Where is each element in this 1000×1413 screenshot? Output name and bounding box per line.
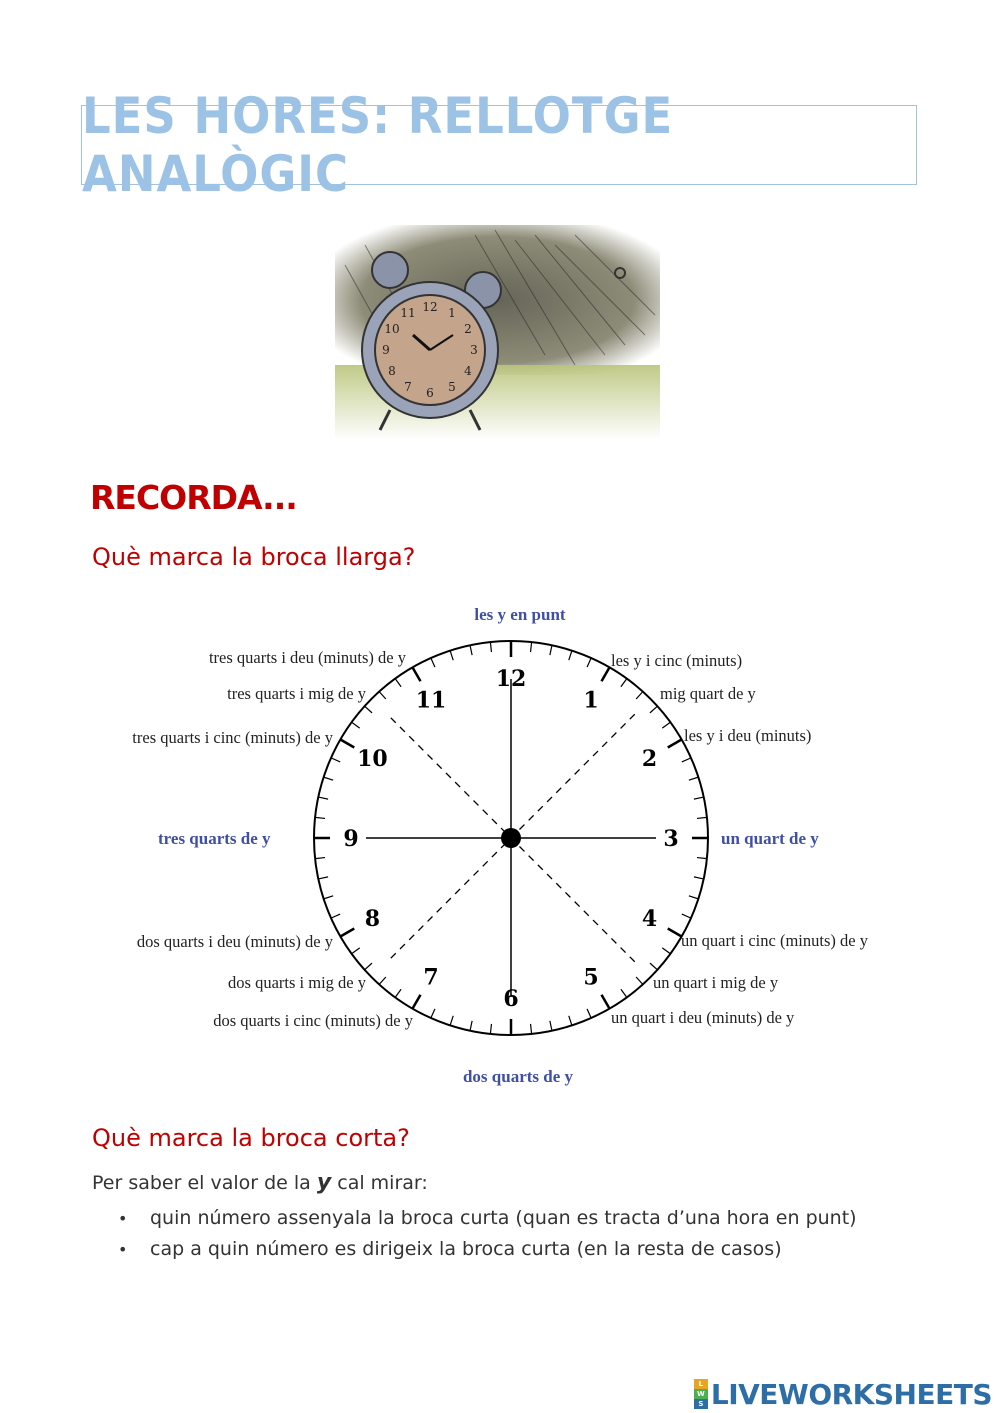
page-title: LES HORES: RELLOTGE ANALÒGIC [82,87,674,203]
svg-text:6: 6 [426,386,434,400]
label-left-2: tres quarts i cinc (minuts) de y [132,728,333,747]
svg-text:5: 5 [448,380,456,394]
label-left: tres quarts de y [158,829,271,848]
clock-diagram [80,596,920,1096]
svg-text:10: 10 [384,322,400,336]
label-right-2: les y i deu (minuts) [684,726,812,745]
list-item: • quin número assenyala la broca curta (quan es tracta d’una hora en punt) [118,1203,857,1234]
label-left-1: tres quarts i mig de y [227,684,366,703]
svg-text:11: 11 [400,306,416,320]
recorda-heading: RECORDA... [90,478,297,517]
label-right-0: les y i cinc (minuts) [611,651,743,670]
svg-text:1: 1 [448,306,456,320]
label-right-1: mig quart de y [660,684,756,703]
clock-face [314,641,708,1035]
label-right-5: un quart i deu (minuts) de y [611,1008,795,1027]
clock-number: 7 [423,964,439,991]
clock-number: 3 [663,826,679,852]
clock-center-dot [501,828,521,848]
bullet-list [118,1203,857,1265]
svg-text:3: 3 [470,343,478,357]
label-left-3: dos quarts i deu (minuts) de y [136,932,333,951]
question-long-hand: Què marca la broca llarga? [92,543,416,571]
clock-number: 12 [495,666,527,692]
clock-number: 9 [343,826,359,852]
label-bottom: dos quarts de y [462,1067,574,1086]
svg-text:2: 2 [464,322,472,336]
liveworksheets-brand [694,1376,992,1412]
instruction-paragraph [92,1170,428,1195]
svg-text:9: 9 [382,343,390,357]
svg-text:4: 4 [464,364,472,378]
label-left-0: tres quarts i deu (minuts) de y [208,648,406,667]
label-right-4: un quart i mig de y [653,973,779,992]
clock-number: 2 [641,746,658,772]
para-text-after: cal mirar: [331,1172,428,1194]
para-y: y [316,1170,332,1195]
clock-number: 5 [583,964,599,991]
svg-text:12: 12 [422,300,438,314]
list-item: • cap a quin número es dirigeix la broca curta (en la resta de casos) [118,1234,857,1265]
label-top: les y en punt [474,605,566,624]
clock-number: 8 [364,906,381,932]
svg-text:8: 8 [388,364,396,378]
clock-number: 6 [503,986,519,1012]
clock-number: 11 [415,687,447,714]
label-left-4: dos quarts i mig de y [228,973,366,992]
label-right: un quart de y [721,829,819,848]
label-left-5: dos quarts i cinc (minuts) de y [213,1011,413,1030]
liveworksheets-logo-icon: L W S [694,1379,708,1409]
clock-number: 10 [357,746,388,772]
svg-text:7: 7 [404,380,412,394]
question-short-hand: Què marca la broca corta? [92,1124,410,1152]
label-right-3: un quart i cinc (minuts) de y [681,931,868,950]
para-text-before: Per saber el valor de la [92,1172,317,1194]
clock-number: 1 [583,687,599,714]
clock-number: 4 [641,906,658,932]
title-box [81,87,917,203]
brand-name: LIVEWORKSHEETS [710,1377,992,1411]
alarm-clock-illustration [325,215,670,445]
